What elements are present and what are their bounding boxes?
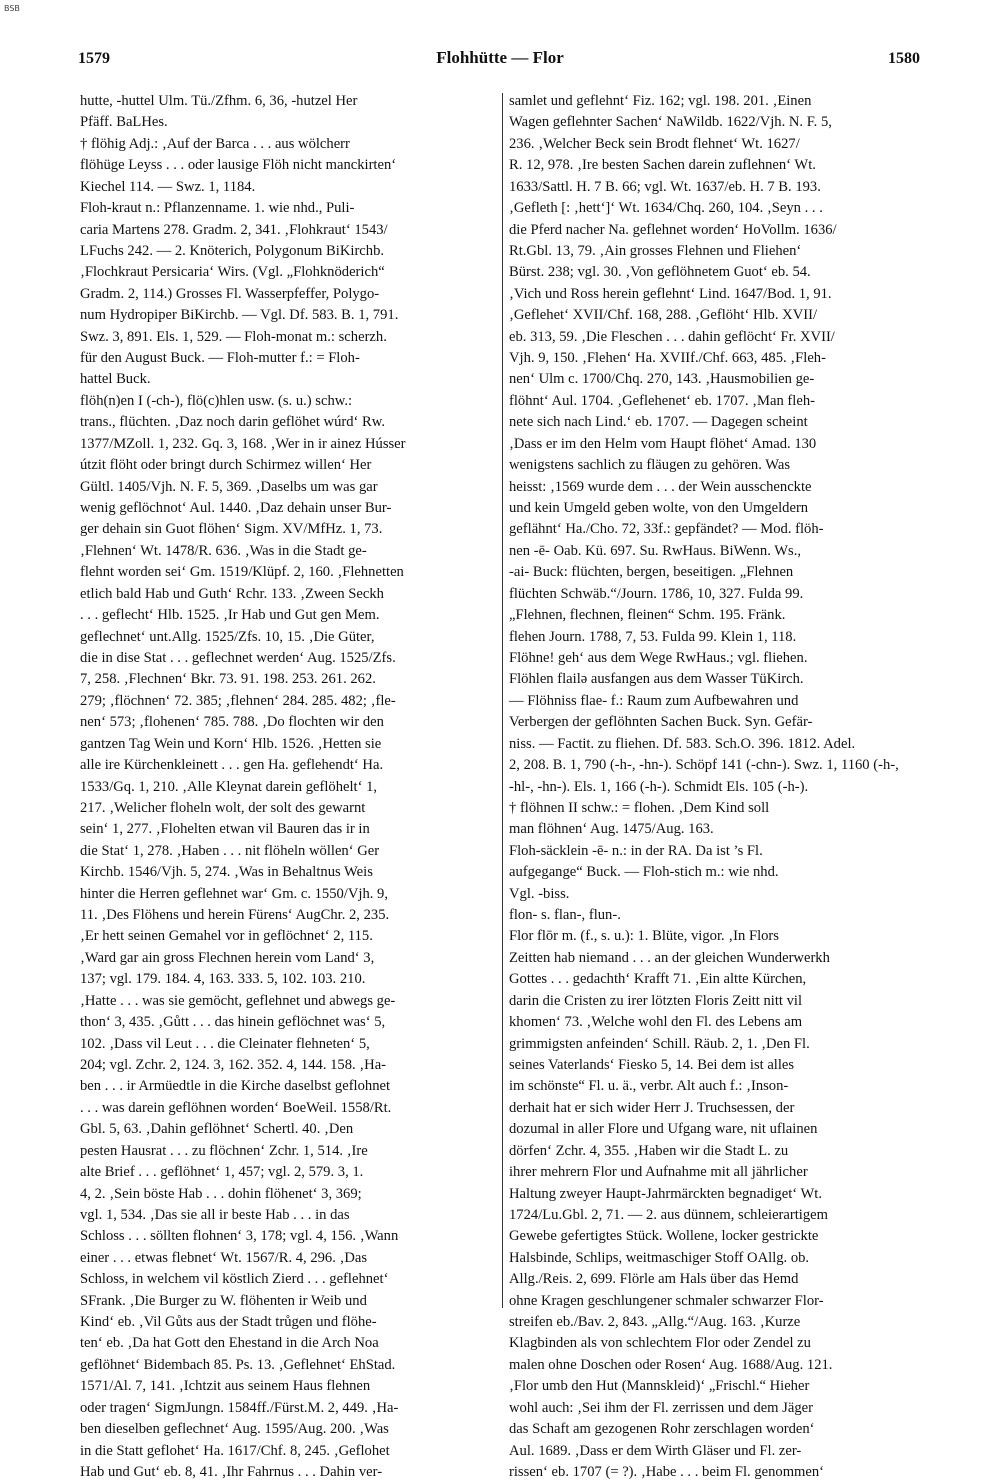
text-line: ‚Er hett seinen Gemahel vor in geflöchnet‘ 2, 115. (80, 928, 373, 945)
text-line: oder tragen‘ SigmJungn. 1584ff./Fürst.M. 2, 449. ‚Ha- (80, 1399, 399, 1416)
text-line: 1377/MZoll. 1, 232. Gq. 3, 168. ‚Wer in ir ainez Hússer (80, 435, 406, 452)
text-line: Schloss . . . söllten flohnen‘ 3, 178; vgl. 4, 156. ‚Wann (80, 1228, 399, 1245)
text-line: ‚Flochkraut Persicaria‘ Wirs. (Vgl. „Flohknöderich“ (80, 264, 385, 281)
text-line: rissen‘ eb. 1707 (= ?). ‚Habe . . . beim Fl. genommen‘ (509, 1464, 825, 1480)
text-line: flon- s. flan-, flun-. (509, 907, 621, 924)
text-line: ‚Gefleth [: ‚hett‘]‘ Wt. 1634/Chq. 260, 104. ‚Seyn . . . (509, 200, 823, 217)
text-line: samlet und geflehnt‘ Fiz. 162; vgl. 198. 201. ‚Einen (509, 93, 812, 109)
text-line: geflöhnet‘ Bidembach 85. Ps. 13. ‚Geflehnet‘ EhStad. (80, 1356, 396, 1373)
text-line: 7, 258. ‚Flechnen‘ Bkr. 73. 91. 198. 253. 261. 262. (80, 671, 376, 688)
text-line: 11. ‚Des Flöhens und herein Fürens‘ AugChr. 2, 235. (80, 907, 390, 924)
text-line: 217. ‚Welicher floheln wolt, der solt des gewarnt (80, 799, 366, 816)
text-line: alle ire Kürchenkleinett . . . gen Ha. geflehendt‘ Ha. (80, 757, 384, 774)
text-line: hutte, -huttel Ulm. Tü./Zfhm. 6, 36, -hutzel Her (80, 93, 358, 109)
left-column (80, 91, 500, 1480)
text-line: khomen‘ 73. ‚Welche wohl den Fl. des Lebens am (509, 1014, 803, 1031)
text-line: 102. ‚Dass vil Leut . . . die Cleinater flehneten‘ 5, (80, 1035, 370, 1052)
text-line: ‚Vich und Ross herein geflehnt‘ Lind. 1647/Bod. 1, 91. (509, 285, 832, 302)
running-head-title: Flohhütte — Flor (436, 48, 564, 67)
text-line: ihrer mehrern Flor und Aufnahme mit all jährlicher (509, 1164, 808, 1181)
text-line: ger dehain sin Guot flöhen‘ Sigm. XV/MfHz. 1, 73. (80, 521, 383, 538)
text-line: nete sich nach Lind.‘ eb. 1707. — Dagegen scheint (509, 414, 808, 431)
text-line: Rt.Gbl. 13, 79. ‚Ain grosses Flehnen und Fliehen‘ (509, 242, 802, 259)
text-line: num Hydropiper BiKirchb. — Vgl. Df. 583. B. 1, 791. (80, 307, 399, 324)
text-line: gantzen Tag Wein und Korn‘ Hlb. 1526. ‚Hetten sie (80, 735, 382, 752)
text-line: Gbl. 5, 63. ‚Dahin geflöhnet‘ Schertl. 40. ‚Den (80, 1121, 354, 1138)
text-line: Kind‘ eb. ‚Vil Gůts aus der Stadt trůgen und flöhe- (80, 1314, 377, 1331)
text-line: útzit flöht oder bringt durch Schirmez willen‘ Her (80, 457, 372, 474)
text-line: etlich bald Hab und Guth‘ Rchr. 133. ‚Zween Seckh (80, 585, 384, 602)
text-line: 1571/Al. 7, 141. ‚Ichtzit aus seinem Haus flehnen (80, 1378, 371, 1395)
text-line: flüchten Schwäb.“/Journ. 1786, 10, 327. Fulda 99. (509, 585, 804, 602)
text-line: ‚Flehnen‘ Wt. 1478/R. 636. ‚Was in die Stadt ge- (80, 542, 367, 559)
text-line: flöh(n)en I (-ch-), flö(c)hlen usw. (s. u.) schw.: (80, 392, 353, 409)
text-line: ben dieselben geflechnet‘ Aug. 1595/Aug. 200. ‚Was (80, 1421, 389, 1438)
text-line: flöhüge Leyss . . . oder lausige Flöh nicht manckirten‘ (80, 157, 397, 174)
text-line: trans., flüchten. ‚Daz noch darin geflöhet wúrd‘ Rw. (80, 414, 386, 431)
text-line: hattel Buck. (80, 371, 151, 388)
text-line: 236. ‚Welcher Beck sein Brodt flehnet‘ Wt. 1627/ (509, 135, 800, 152)
text-line: ben . . . ir Armüedtle in die Kirche daselbst geflohnet (80, 1078, 391, 1095)
text-line: ‚Ward gar ain gross Flechnen herein vom Land‘ 3, (80, 949, 375, 966)
text-line: LFuchs 242. — 2. Knöterich, Polygonum BiKirchb. (80, 242, 385, 259)
text-line: nen -ē- Oab. Kü. 697. Su. RwHaus. BiWenn. Ws., (509, 542, 802, 559)
text-line: die in dise Stat . . . geflechnet werden‘ Aug. 1525/Zfs. (80, 649, 396, 666)
text-line: ‚Hatte . . . was sie gemöcht, geflehnet und abwegs ge- (80, 992, 396, 1009)
text-line: Vjh. 9, 150. ‚Flehen‘ Ha. XVIIf./Chf. 663, 485. ‚Fleh- (509, 350, 826, 367)
text-line: 1533/Gq. 1, 210. ‚Alle Kleynat darein geflöhelt‘ 1, (80, 778, 378, 795)
text-line: caria Martens 278. Gradm. 2, 341. ‚Flohkraut‘ 1543/ (80, 221, 388, 238)
text-line: das Schaft am gezogenen Rohr zerschlagen worden‘ (509, 1421, 815, 1438)
page-number-right: 1580 (888, 50, 920, 67)
text-line: eb. 313, 59. ‚Die Fleschen . . . dahin geflöcht‘ Fr. XVII/ (509, 328, 835, 345)
text-line: Allg./Reis. 2, 699. Flörle am Hals über das Hemd (509, 1271, 799, 1288)
text-line: „Flehnen, flechnen, fleinen“ Schm. 195. Fränk. (509, 607, 786, 624)
text-line: — Flöhniss flae- f.: Raum zum Aufbewahren und (509, 692, 799, 709)
text-line: Swz. 3, 891. Els. 1, 529. — Floh-monat m.: scherzh. (80, 328, 387, 345)
column-divider (502, 93, 503, 1308)
text-line: Flor flōr m. (f., s. u.): 1. Blüte, vigor. ‚In Flors (509, 928, 779, 945)
text-line: sein‘ 1, 277. ‚Flohelten etwan vil Bauren das ir in (80, 821, 370, 838)
text-line: Vgl. -biss. (509, 885, 570, 902)
text-line: Flöhlen flailə ausfangen aus dem Wasser TüKirch. (509, 671, 804, 688)
text-line: die Pferd nacher Na. geflehnet worden‘ HoVollm. 1636/ (509, 221, 837, 238)
text-line: † flöhig Adj.: ‚Auf der Barca . . . aus wölcherr (80, 135, 350, 152)
text-line: nen‘ 573; ‚flohenen‘ 785. 788. ‚Do flochten wir den (80, 714, 384, 731)
text-line: Gottes . . . gedachth‘ Krafft 71. ‚Ein altte Kürchen, (509, 971, 807, 988)
library-watermark: BSB (4, 4, 20, 13)
text-line: Bürst. 238; vgl. 30. ‚Von geflöhnetem Guot‘ eb. 54. (509, 264, 811, 281)
text-line: geflähnt‘ Ha./Cho. 72, 33f.: gepfändet? — Mod. flöh- (509, 521, 824, 538)
right-column (509, 91, 933, 1480)
text-line: niss. — Factit. zu fliehen. Df. 583. Sch.O. 396. 1812. Adel. (509, 735, 856, 752)
text-line: R. 12, 978. ‚Ire besten Sachen darein zuflehnen‘ Wt. (509, 157, 816, 174)
text-line: wenigstens sachlich zu fläugen zu gehören. Was (509, 457, 791, 474)
text-line: Gradm. 2, 114.) Grosses Fl. Wasserpfeffer, Polygo- (80, 285, 380, 302)
text-line: geflechnet‘ unt.Allg. 1525/Zfs. 10, 15. ‚Die Güter, (80, 628, 375, 645)
text-line: hinter die Herren geflehnet war‘ Gm. c. 1550/Vjh. 9, (80, 885, 388, 902)
text-line: heisst: ‚1569 wurde dem . . . der Wein ausschenckte (509, 478, 812, 495)
text-line: flehnt worden sei‘ Gm. 1519/Klüpf. 2, 160. ‚Flehnetten (80, 564, 404, 581)
text-line: seines Vaterlands‘ Fiesko 5, 14. Bei dem ist alles (509, 1056, 795, 1073)
text-line: ‚Dass er im den Helm vom Haupt flöhet‘ Amad. 130 (509, 435, 817, 452)
text-line: Floh-säcklein -ē- n.: in der RA. Da ist ’s Fl. (509, 842, 763, 859)
text-line: in die Statt geflohet‘ Ha. 1617/Chf. 8, 245. ‚Geflohet (80, 1442, 390, 1459)
text-line: für den August Buck. — Floh-mutter f.: = Floh- (80, 350, 360, 367)
text-line: Gültl. 1405/Vjh. N. F. 5, 369. ‚Daselbs um was gar (80, 478, 378, 495)
text-line: Kirchb. 1546/Vjh. 5, 274. ‚Was in Behaltnus Weis (80, 864, 373, 881)
text-line: 2, 208. B. 1, 790 (-h-, -hn-). Schöpf 141 (-chn-). Swz. 1, 1160 (-h-, (509, 757, 899, 774)
text-line: 1724/Lu.Gbl. 2, 71. — 2. aus dünnem, schleierartigem (509, 1206, 828, 1223)
text-line: dörfen‘ Zchr. 4, 355. ‚Haben wir die Stadt L. zu (509, 1142, 789, 1159)
text-line: 279; ‚flöchnen‘ 72. 385; ‚flehnen‘ 284. 285. 482; ‚fle- (80, 692, 396, 709)
text-line: darin die Cristen zu irer lötzten Floris Zeitt nitt vil (509, 992, 803, 1009)
text-line: -hl-, -hn-). Els. 1, 166 (-h-). Schmidt Els. 105 (-h-). (509, 778, 809, 795)
text-line: ten‘ eb. ‚Da hat Gott den Ehestand in die Arch Noa (80, 1335, 379, 1352)
text-line: aufgegange“ Buck. — Floh-stich m.: wie nhd. (509, 864, 779, 881)
text-line: ohne Kragen geschlungener schmaler schwarzer Flor- (509, 1292, 824, 1309)
text-line: alte Brief . . . geflöhnet‘ 1, 457; vgl. 2, 579. 3, 1. (80, 1164, 364, 1181)
text-line: Aul. 1689. ‚Dass er dem Wirth Gläser und Fl. zer- (509, 1442, 802, 1459)
text-line: Hab und Gut‘ eb. 8, 41. ‚Ihr Fahrnus . . . Dahin ver- (80, 1464, 383, 1480)
text-line: . . . was darein geflöhnen worden‘ BoeWeil. 1558/Rt. (80, 1099, 392, 1116)
text-line: flehen Journ. 1788, 7, 53. Fulda 99. Klein 1, 118. (509, 628, 797, 645)
text-line: vgl. 1, 534. ‚Das sie all ir beste Hab . . . in das (80, 1206, 350, 1223)
text-line: 137; vgl. 179. 184. 4, 163. 333. 5, 102. 103. 210. (80, 971, 366, 988)
text-line: -ai- Buck: flüchten, bergen, beseitigen. „Flehnen (509, 564, 794, 581)
text-line: Halsbinde, Schlips, weitmaschiger Stoff OAllg. ob. (509, 1249, 810, 1266)
text-line: pesten Hausrat . . . zu flöchnen‘ Zchr. 1, 514. ‚Ire (80, 1142, 368, 1159)
text-line: flöhnt‘ Aul. 1704. ‚Geflehenet‘ eb. 1707. ‚Man fleh- (509, 392, 815, 409)
page-number-left: 1579 (78, 50, 110, 67)
text-line: Gewebe gefertigtes Stück. Wollene, locker gestrickte (509, 1228, 819, 1245)
text-line: wenig geflöchnot‘ Aul. 1440. ‚Daz dehain unser Bur- (80, 500, 392, 517)
text-line: † flöhnen II schw.: = flohen. ‚Dem Kind soll (509, 799, 770, 816)
text-line: wohl auch: ‚Sei ihm der Fl. zerrissen und dem Jäger (509, 1399, 813, 1416)
text-line: SFrank. ‚Die Burger zu W. flöhenten ir Weib und (80, 1292, 367, 1309)
text-line: Kiechel 114. — Swz. 1, 1184. (80, 178, 256, 195)
text-line: die Stat‘ 1, 278. ‚Haben . . . nit flöheln wöllen‘ Ger (80, 842, 380, 859)
text-line: streifen eb./Bav. 2, 843. „Allg.“/Aug. 163. ‚Kurze (509, 1314, 801, 1331)
text-line: Pfäff. BaLHes. (80, 114, 168, 131)
text-line: thon‘ 3, 435. ‚Gůtt . . . das hinein geflöchnet was‘ 5, (80, 1014, 386, 1031)
text-line: derhait hat er sich wider Herr J. Truchsessen, der (509, 1099, 795, 1116)
text-line: Wagen geflehnter Sachen‘ NaWildb. 1622/Vjh. N. F. 5, (509, 114, 832, 131)
text-line: . . . geflecht‘ Hlb. 1525. ‚Ir Hab und Gut gen Mem. (80, 607, 380, 624)
text-line: einer . . . etwas flebnet‘ Wt. 1567/R. 4, 296. ‚Das (80, 1249, 368, 1266)
text-line: grimmigsten anfeinden‘ Schill. Räub. 2, 1. ‚Den Fl. (509, 1035, 810, 1052)
text-line: malen ohne Doschen oder Rosen‘ Aug. 1688/Aug. 121. (509, 1356, 833, 1373)
text-line: Schloss, in welchem vil köstlich Zierd . . . geflehnet‘ (80, 1271, 389, 1288)
text-line: 4, 2. ‚Sein böste Hab . . . dohin flöhenet‘ 3, 369; (80, 1185, 362, 1202)
text-line: Verbergen der geflöhnten Sachen Buck. Syn. Gefär- (509, 714, 813, 731)
text-line: Flöhne! geh‘ aus dem Wege RwHaus.; vgl. fliehen. (509, 649, 808, 666)
text-line: Haltung zweyer Haupt-Jahrmärckten begnadiget‘ Wt. (509, 1185, 822, 1202)
text-line: ‚Flor umb den Hut (Mannskleid)‘ „Frischl.“ Hieher (509, 1378, 810, 1395)
text-line: 204; vgl. Zchr. 2, 124. 3, 162. 352. 4, 144. 158. ‚Ha- (80, 1056, 387, 1073)
text-line: Klagbinden als von schlechtem Flor oder Zendel zu (509, 1335, 811, 1352)
text-line: 1633/Sattl. H. 7 B. 66; vgl. Wt. 1637/eb. H. 7 B. 193. (509, 178, 821, 195)
text-line: man flöhnen‘ Aug. 1475/Aug. 163. (509, 821, 714, 838)
text-line: Floh-kraut n.: Pflanzenname. 1. wie nhd., Puli- (80, 200, 355, 217)
text-line: Zeitten hab niemand . . . an der gleichen Wunderwerkh (509, 949, 830, 966)
text-line: dozumal in aller Flore und Ufgang ware, nit uflainen (509, 1121, 818, 1138)
text-line: ‚Geflehet‘ XVII/Chf. 168, 288. ‚Geflöht‘ Hlb. XVII/ (509, 307, 818, 324)
text-line: im schönste“ Fl. u. ä., verbr. Alt auch f.: ‚Inson- (509, 1078, 789, 1095)
text-line: und kein Umgeld geben wolte, von den Umgeldern (509, 500, 809, 517)
text-line: nen‘ Ulm c. 1700/Chq. 270, 143. ‚Hausmobilien ge- (509, 371, 815, 388)
